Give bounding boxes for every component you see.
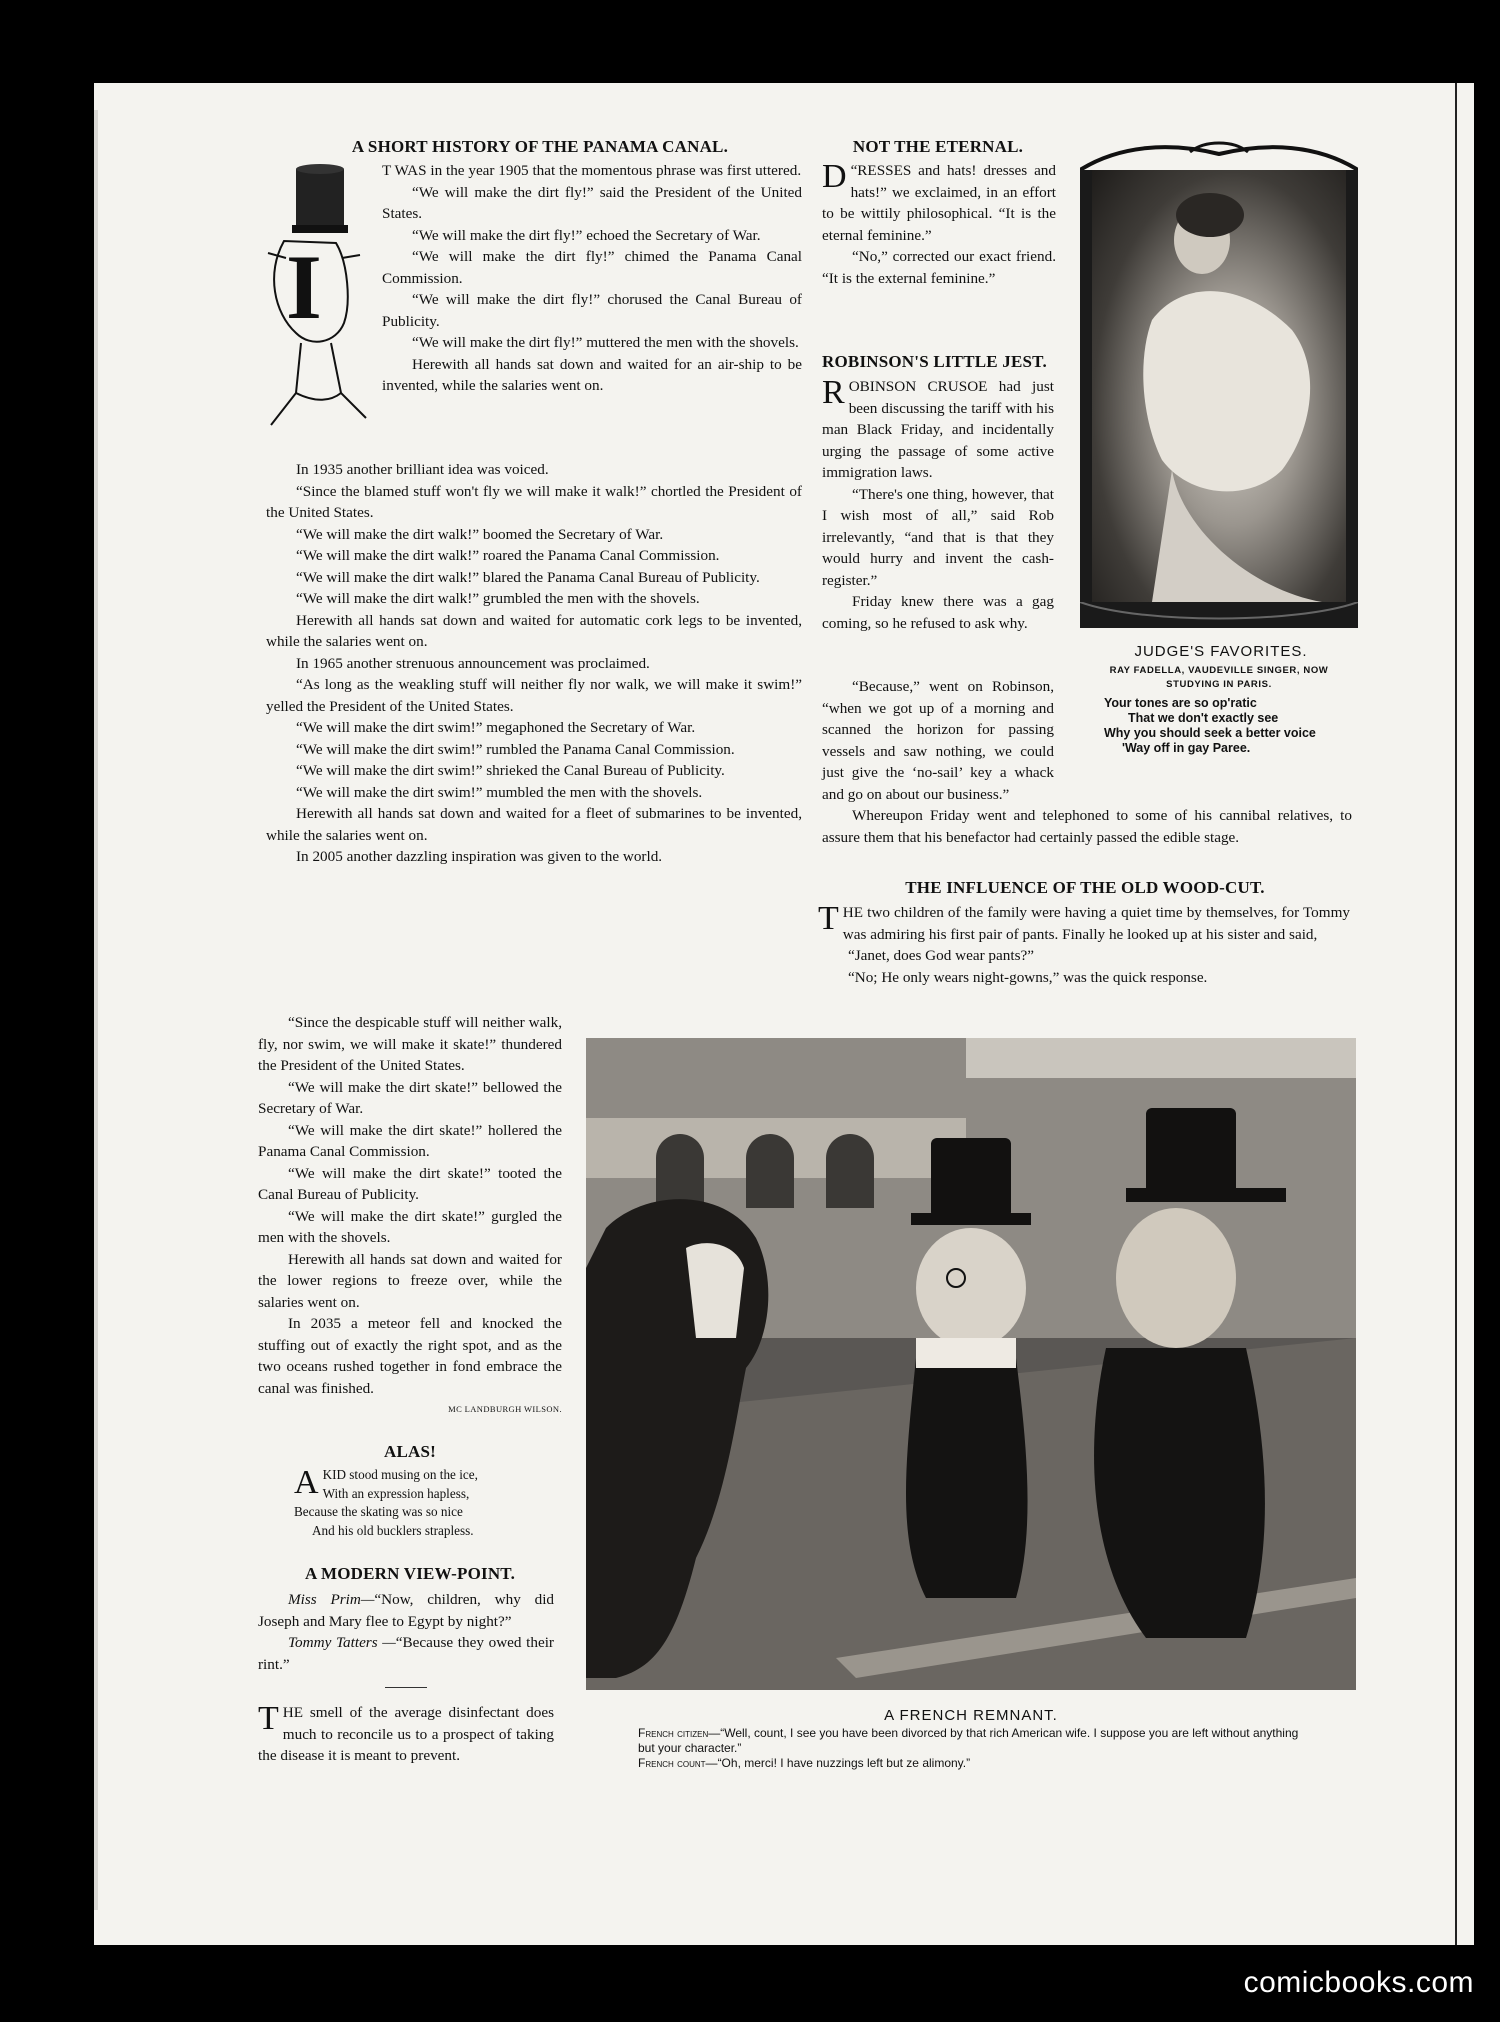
paragraph: “We will make the dirt fly!” echoed the Secretary of War. [412,226,761,244]
paragraph: “No; He only wears night-gowns,” was the quick response. [848,968,1208,986]
remnant-caption [598,1726,1318,1771]
panama-byline: MC LANDBURGH WILSON. [448,1404,562,1414]
paragraph: “We will make the dirt walk!” grumbled the men with the shovels. [296,590,700,607]
paragraph: “We will make the dirt skate!” hollered the Panama Canal Commission. [258,1121,562,1160]
dialogue-line: “Well, count, I see you have been divorced by that rich American wife. I suppose you are left without anything but your character.” [638,1726,1299,1755]
remnant-title: A FRENCH REMNANT. [884,1707,1058,1724]
paragraph: “We will make the dirt swim!” shrieked the Canal Bureau of Publicity. [296,762,725,779]
paragraph: Whereupon Friday went and telephoned to some of his cannibal relatives, to assure them that his benefactor had certainly passed the edible stage. [822,807,1352,846]
alas-dropcap: A [294,1464,319,1501]
verse-line: Because the skating was so nice [294,1504,463,1519]
uncle-sam-caricature [256,163,374,433]
paragraph: “We will make the dirt fly!” said the President of the United States. [382,183,802,222]
panama-col-mid [266,459,802,868]
eternal-dropcap: D [822,158,847,195]
paragraph: “We will make the dirt swim!” mumbled the men with the shovels. [296,783,703,801]
portrait-photo-frame [1080,140,1358,628]
paragraph: Herewith all hands sat down and waited for a fleet of submarines to be invented, while the salaries went on. [266,805,802,844]
verse-line: Your tones are so op'ratic [1104,696,1257,710]
subtitle-line: RAY FADELLA, VAUDEVILLE SINGER, NOW [1109,665,1329,676]
alas-verse [294,1466,554,1540]
paragraph: “We will make the dirt swim!” megaphoned the Secretary of War. [296,719,696,736]
panama-title: A SHORT HISTORY OF THE PANAMA CANAL. [351,137,729,156]
paragraph: In 2005 another dazzling inspiration was given to the world. [296,848,663,865]
paragraph: “There's one thing, however, that I wish most of all,” said Rob irrelevantly, “and that is that they would hurry and invent the cash-register.” [822,485,1054,589]
paragraph: “We will make the dirt skate!” tooted the Canal Bureau of Publicity. [258,1164,562,1203]
verse-line: And his old bucklers strapless. [312,1522,474,1538]
subtitle-line: STUDYING IN PARIS. [1166,679,1272,690]
verse-line: That we don't exactly see [1128,711,1279,725]
verse-line: 'Way off in gay Paree. [1122,741,1251,755]
paragraph: “We will make the dirt walk!” boomed the Secretary of War. [296,525,664,543]
woodcut-body [818,902,1350,988]
singer-portrait [1092,170,1346,602]
paragraph: “No,” corrected our exact friend. “It is the external feminine.” [822,248,1056,287]
paragraph: “Since the despicable stuff will neither walk, fly, nor swim, we will make it skate!” thundered the President of the United States. [258,1014,562,1074]
paragraph: “We will make the dirt fly!” muttered the men with the shovels. [412,334,799,351]
judge-verse [1104,696,1364,756]
paragraph: “Janet, does God wear pants?” [848,947,1034,964]
paragraph: HE two children of the family were having a quiet time by themselves, for Tommy was admiring his first pair of pants. Finally he looked up at his sister and said, [842,904,1350,943]
paragraph: “As long as the weakling stuff will neither fly nor walk, we will make it swim!” yelled the President of the United States. [266,676,802,715]
section-rule [385,1687,427,1688]
speaker-name: Tommy Tatters — [288,1634,396,1651]
paragraph: “We will make the dirt swim!” rumbled the Panama Canal Commission. [296,740,735,758]
viewpoint-title: A MODERN VIEW-POINT. [304,1564,516,1583]
dialogue-line: “Because they owed their rint.” [258,1634,554,1673]
paragraph: HE smell of the average disinfectant does much to reconcile us to a prospect of taking the disease it is meant to prevent. [258,1704,554,1764]
paragraph: “We will make the dirt skate!” gurgled the men with the shovels. [258,1207,562,1246]
woodcut-dropcap: T [818,900,839,937]
robinson-dropcap: R [822,374,845,411]
panama-col-top [382,160,802,397]
page-gutter-line [1455,83,1457,1945]
disinfectant-body [258,1702,554,1767]
paragraph: Herewith all hands sat down and waited for an air-ship to be invented, while the salaries went on. [382,355,802,394]
paragraph: In 2035 a meteor fell and knocked the stuffing out of exactly the right spot, and as the two oceans rushed together in fond embrace the canal was finished. [258,1315,562,1397]
eternal-title: NOT THE ETERNAL. [852,137,1024,156]
viewpoint-body [258,1589,554,1675]
eternal-body [822,160,1056,289]
alas-title: ALAS! [383,1442,436,1461]
paragraph: “We will make the dirt skate!” bellowed the Secretary of War. [258,1078,562,1117]
speaker-name: Miss Prim— [288,1591,375,1608]
paragraph: “We will make the dirt walk!” roared the Panama Canal Commission. [296,547,720,564]
panama-col-bottom [258,1012,562,1421]
speaker-name: French count— [638,1756,718,1770]
dialogue-line: “Now, children, why did Joseph and Mary flee to Egypt by night?” [258,1591,555,1630]
site-watermark: comicbooks.com [1243,1966,1474,1999]
verse-line: With an expression hapless, [322,1485,470,1501]
verse-line: KID stood musing on the ice, [322,1467,478,1482]
disinfectant-dropcap: T [258,1700,279,1737]
panama-dropcap: I [286,236,322,338]
paragraph: T WAS in the year 1905 that the momentous phrase was first uttered. [382,162,802,179]
dialogue-line: “Oh, merci! I have nuzzings left but ze alimony.” [717,1756,971,1770]
paragraph: “Because,” went on Robinson, “when we got up of a morning and scanned the horizon for passing vessels and saw nothing, we could just give the ‘no-sail’ key a whack and go on about our business.” [822,678,1054,803]
paragraph: Herewith all hands sat down and waited for the lower regions to freeze over, while the salaries went on. [258,1250,562,1311]
speaker-name: French citizen— [638,1726,721,1740]
page-edge-shadow [94,110,98,1910]
paragraph: “We will make the dirt fly!” chorused the Canal Bureau of Publicity. [382,291,802,330]
paragraph: OBINSON CRUSOE had just been discussing the tariff with his man Black Friday, and incidentally urging the passage of some active immigration laws. [822,378,1054,481]
paragraph: “Since the blamed stuff won't fly we will make it walk!” chortled the President of the United States. [266,482,802,521]
paragraph: “We will make the dirt fly!” chimed the Panama Canal Commission. [382,248,802,287]
verse-line: Why you should seek a better voice [1104,726,1316,740]
judge-title: JUDGE'S FAVORITES. [1134,643,1308,660]
woodcut-title: THE INFLUENCE OF THE OLD WOOD-CUT. [905,878,1265,897]
judge-subtitle [1060,664,1378,692]
paragraph: In 1935 another brilliant idea was voiced. [296,461,549,478]
robinson-col [822,376,1054,634]
paragraph: “We will make the dirt walk!” blared the Panama Canal Bureau of Publicity. [296,568,760,586]
paragraph: Herewith all hands sat down and waited for automatic cork legs to be invented, while the salaries went on. [266,611,802,650]
french-remnant-illustration [586,1038,1356,1690]
paragraph: “RESSES and hats! dresses and hats!” we exclaimed, in an effort to be wittily philosophical. “It is the eternal feminine.” [822,162,1056,244]
robinson-title: ROBINSON'S LITTLE JEST. [822,352,1047,371]
paragraph: In 1965 another strenuous announcement was proclaimed. [296,654,650,672]
paragraph: Friday knew there was a gag coming, so he refused to ask why. [822,593,1054,632]
